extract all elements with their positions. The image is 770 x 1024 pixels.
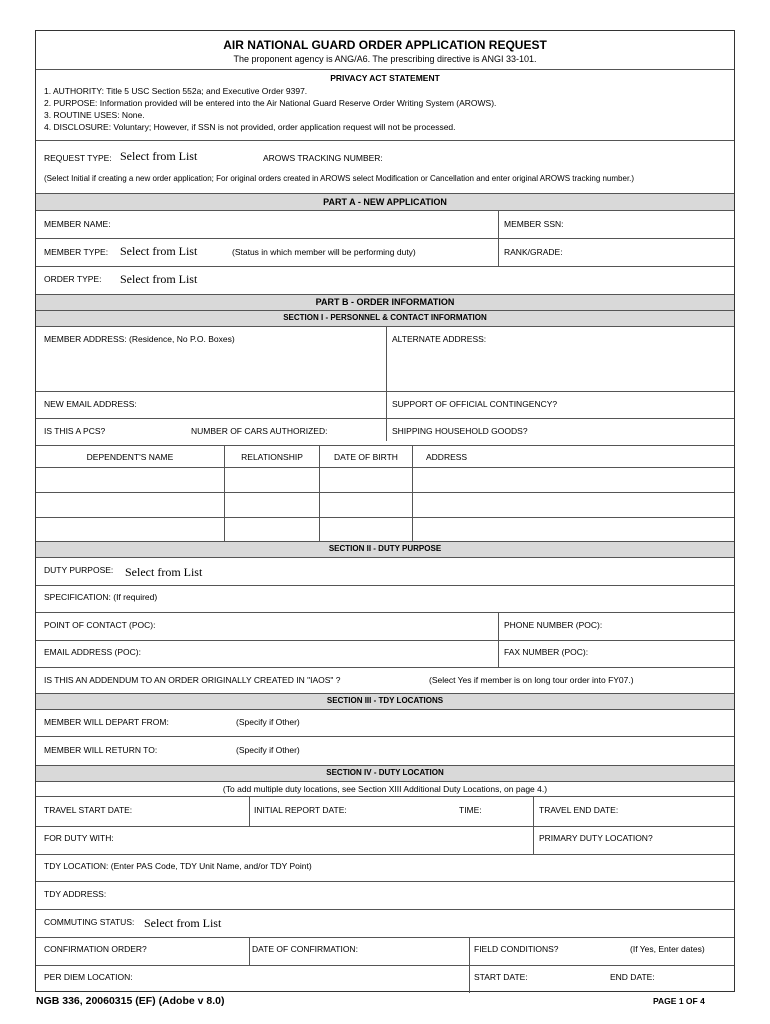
contingency-label: SUPPORT OF OFFICIAL CONTINGENCY?	[392, 399, 558, 409]
cars-authorized-input[interactable]	[336, 421, 381, 441]
contingency-input[interactable]	[566, 393, 726, 415]
new-email-label: NEW EMAIL ADDRESS:	[44, 399, 137, 409]
depart-from-note: (Specify if Other)	[236, 717, 300, 727]
dependent-1-dob-input[interactable]	[321, 469, 411, 491]
for-duty-with-input[interactable]	[121, 828, 526, 850]
field-conditions-input[interactable]	[566, 939, 626, 961]
poc-label: POINT OF CONTACT (POC):	[44, 620, 156, 630]
depart-from-label: MEMBER WILL DEPART FROM:	[44, 717, 169, 727]
dependent-3-relationship-input[interactable]	[226, 519, 318, 540]
initial-report-date-input[interactable]	[354, 799, 454, 821]
dependent-1-address-input[interactable]	[414, 469, 732, 491]
field-conditions-label: FIELD CONDITIONS?	[474, 944, 559, 954]
form-subtitle: The proponent agency is ANG/A6. The prescribing directive is ANGI 33-101.	[233, 54, 537, 64]
privacy-item-disclosure: 4. DISCLOSURE: Voluntary; However, if SSN is not provided, order application request will not be processed.	[44, 122, 456, 132]
dependent-2-dob-input[interactable]	[321, 494, 411, 516]
member-type-label: MEMBER TYPE:	[44, 247, 109, 257]
per-diem-location-input[interactable]	[146, 967, 464, 989]
tdy-location-label: TDY LOCATION: (Enter PAS Code, TDY Unit Name, and/or TDY Point)	[44, 861, 312, 871]
section-2-heading: SECTION II - DUTY PURPOSE	[328, 544, 442, 553]
for-duty-with-label: FOR DUTY WITH:	[44, 833, 114, 843]
duty-purpose-select[interactable]: Select from List	[125, 565, 203, 579]
household-goods-input[interactable]	[538, 421, 726, 441]
dependent-2-name-input[interactable]	[38, 494, 222, 516]
return-to-note: (Specify if Other)	[236, 745, 300, 755]
time-input[interactable]	[486, 799, 531, 821]
household-goods-label: SHIPPING HOUSEHOLD GOODS?	[392, 426, 528, 436]
member-address-label: MEMBER ADDRESS: (Residence, No P.O. Boxes)	[44, 334, 235, 344]
dependents-col-address: ADDRESS	[426, 452, 468, 462]
dependents-col-relationship: RELATIONSHIP	[241, 452, 303, 462]
new-email-input[interactable]	[146, 393, 381, 415]
commuting-status-label: COMMUTING STATUS:	[44, 917, 135, 927]
iaos-addendum-input[interactable]	[354, 670, 424, 690]
request-type-label: REQUEST TYPE:	[44, 153, 112, 163]
form-title: AIR NATIONAL GUARD ORDER APPLICATION REQUEST	[223, 38, 547, 52]
member-name-label: MEMBER NAME:	[44, 219, 111, 229]
request-type-note: (Select Initial if creating a new order application; For original orders created in AROWS select Modification or Cancellation and enter original AROWS tracking number.)	[44, 174, 635, 183]
tdy-address-label: TDY ADDRESS:	[44, 889, 107, 899]
dependent-3-dob-input[interactable]	[321, 519, 411, 540]
specification-input[interactable]	[166, 587, 726, 609]
part-b-heading: PART B - ORDER INFORMATION	[315, 297, 455, 307]
part-a-heading: PART A - NEW APPLICATION	[323, 197, 447, 207]
section-3-heading: SECTION III - TDY LOCATIONS	[326, 696, 444, 705]
tdy-address-input[interactable]	[116, 884, 726, 906]
alternate-address-label: ALTERNATE ADDRESS:	[392, 334, 487, 344]
phone-poc-input[interactable]	[608, 615, 726, 637]
commuting-status-select[interactable]: Select from List	[144, 916, 222, 930]
duty-purpose-label: DUTY PURPOSE:	[44, 565, 114, 575]
dependent-3-name-input[interactable]	[38, 519, 222, 540]
member-address-input[interactable]	[44, 347, 379, 389]
privacy-item-routine-uses: 3. ROUTINE USES: None.	[44, 110, 145, 120]
member-ssn-label: MEMBER SSN:	[504, 219, 564, 229]
member-type-select[interactable]: Select from List	[120, 244, 198, 258]
primary-duty-location-label: PRIMARY DUTY LOCATION?	[539, 833, 653, 843]
dependent-1-name-input[interactable]	[38, 469, 222, 491]
start-date-label: START DATE:	[474, 972, 528, 982]
dependent-2-relationship-input[interactable]	[226, 494, 318, 516]
travel-start-date-label: TRAVEL START DATE:	[44, 805, 133, 815]
primary-duty-location-input[interactable]	[661, 828, 726, 850]
section-4-heading: SECTION IV - DUTY LOCATION	[326, 768, 444, 777]
privacy-item-authority: 1. AUTHORITY: Title 5 USC Section 552a; and Executive Order 9397.	[44, 86, 308, 96]
travel-start-date-input[interactable]	[141, 799, 246, 821]
date-of-confirmation-input[interactable]	[366, 939, 466, 961]
member-type-note: (Status in which member will be performing duty)	[232, 247, 416, 257]
travel-end-date-input[interactable]	[626, 799, 726, 821]
phone-poc-label: PHONE NUMBER (POC):	[504, 620, 603, 630]
poc-input[interactable]	[166, 615, 494, 637]
privacy-item-purpose: 2. PURPOSE: Information provided will be entered into the Air National Guard Reserve Order Writing System (AROWS).	[44, 98, 497, 108]
member-ssn-input[interactable]	[576, 213, 726, 235]
time-label: TIME:	[459, 805, 482, 815]
arows-tracking-input[interactable]	[386, 147, 716, 163]
end-date-input[interactable]	[661, 967, 726, 989]
order-application-form	[35, 30, 735, 992]
pcs-input[interactable]	[112, 421, 182, 441]
date-of-confirmation-label: DATE OF CONFIRMATION:	[252, 944, 358, 954]
initial-report-date-label: INITIAL REPORT DATE:	[254, 805, 347, 815]
tdy-location-input[interactable]	[366, 856, 726, 878]
rank-grade-input[interactable]	[571, 241, 726, 263]
return-to-input[interactable]	[311, 739, 726, 761]
section-1-heading: SECTION I - PERSONNEL & CONTACT INFORMATION	[283, 313, 487, 322]
privacy-heading: PRIVACY ACT STATEMENT	[330, 73, 440, 83]
alternate-address-input[interactable]	[392, 347, 726, 389]
travel-end-date-label: TRAVEL END DATE:	[539, 805, 619, 815]
dependent-1-relationship-input[interactable]	[226, 469, 318, 491]
specification-label: SPECIFICATION: (If required)	[44, 592, 158, 602]
arows-tracking-label: AROWS TRACKING NUMBER:	[263, 153, 383, 163]
rank-grade-label: RANK/GRADE:	[504, 247, 563, 257]
confirmation-order-label: CONFIRMATION ORDER?	[44, 944, 147, 954]
iaos-addendum-note: (Select Yes if member is on long tour order into FY07.)	[429, 675, 634, 685]
fax-poc-label: FAX NUMBER (POC):	[504, 647, 589, 657]
fax-poc-input[interactable]	[596, 642, 726, 664]
end-date-label: END DATE:	[610, 972, 655, 982]
page-number: PAGE 1 OF 4	[653, 996, 705, 1006]
member-name-input[interactable]	[116, 213, 494, 235]
start-date-input[interactable]	[536, 967, 606, 989]
dependent-2-address-input[interactable]	[414, 494, 732, 516]
request-type-select[interactable]: Select from List	[120, 149, 198, 163]
confirmation-order-input[interactable]	[156, 939, 246, 961]
dependents-col-dob: DATE OF BIRTH	[334, 452, 398, 462]
section-4-note: (To add multiple duty locations, see Section XIII Additional Duty Locations, on page 4.)	[222, 784, 548, 794]
return-to-label: MEMBER WILL RETURN TO:	[44, 745, 158, 755]
field-conditions-note: (If Yes, Enter dates)	[630, 944, 705, 954]
per-diem-location-label: PER DIEM LOCATION:	[44, 972, 133, 982]
email-poc-label: EMAIL ADDRESS (POC):	[44, 647, 141, 657]
email-poc-input[interactable]	[156, 642, 494, 664]
depart-from-input[interactable]	[311, 712, 726, 734]
dependents-col-name: DEPENDENT'S NAME	[86, 452, 174, 462]
dependent-3-address-input[interactable]	[414, 519, 732, 540]
iaos-addendum-label: IS THIS AN ADDENDUM TO AN ORDER ORIGINALLY CREATED IN "IAOS" ?	[44, 675, 341, 685]
cars-authorized-label: NUMBER OF CARS AUTHORIZED:	[191, 426, 328, 436]
form-identifier: NGB 336, 20060315 (EF) (Adobe v 8.0)	[36, 995, 225, 1007]
order-type-select[interactable]: Select from List	[120, 272, 198, 286]
order-type-label: ORDER TYPE:	[44, 274, 102, 284]
pcs-label: IS THIS A PCS?	[44, 426, 106, 436]
